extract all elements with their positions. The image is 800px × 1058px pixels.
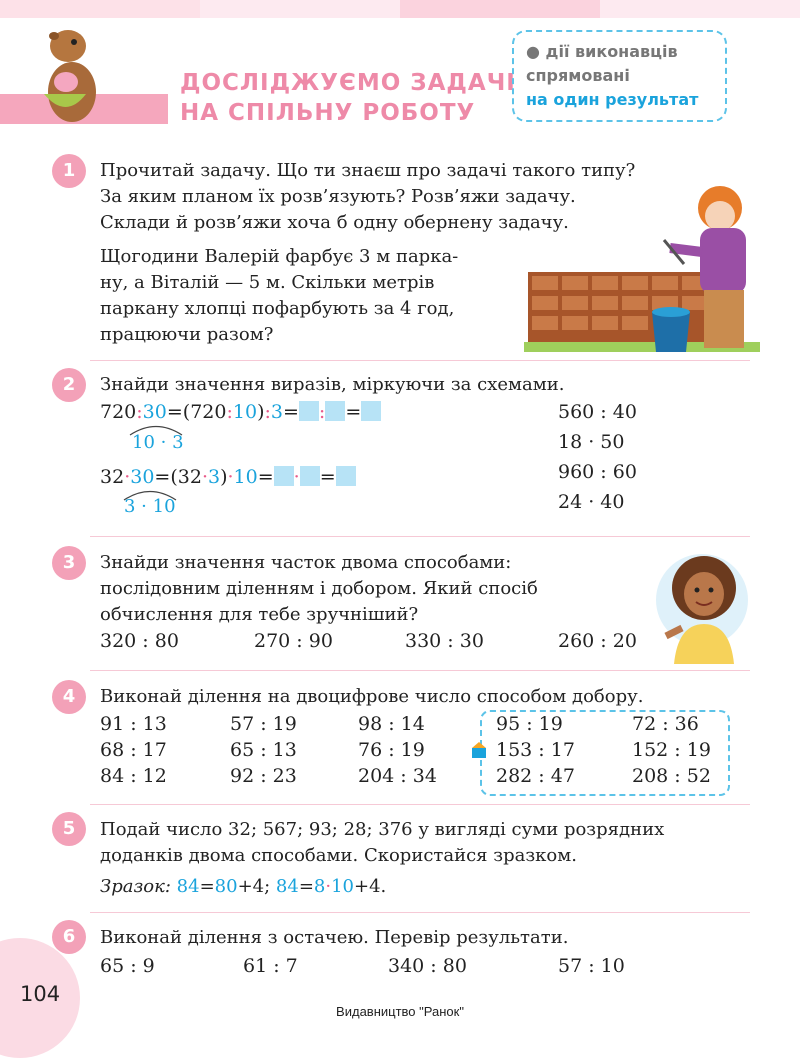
answer-box[interactable] — [325, 401, 345, 421]
task2-right-1: 560 : 40 — [558, 401, 637, 423]
boy-painting-fence-illustration — [524, 172, 760, 362]
info-note: ● дії виконавців спрямовані на один результат — [512, 30, 727, 122]
scheme-hint-1: 10 · 3 — [132, 432, 184, 453]
task4-text: Виконай ділення на двоцифрове число способом добору. — [100, 686, 644, 707]
task3-ex-1: 320 : 80 — [100, 630, 179, 652]
task5-sample: Зразок: 84=80+4; 84=8·10+4. — [100, 876, 387, 897]
task4-col4-r3: 282 : 47 — [496, 765, 575, 787]
task-number-5: 5 — [52, 812, 86, 846]
task4-col1-r2: 68 : 17 — [100, 739, 167, 761]
publisher-credit: Видавництво "Ранок" — [336, 1004, 464, 1019]
separator — [90, 536, 750, 537]
task4-col3-r2: 76 : 19 — [358, 739, 425, 761]
answer-box[interactable] — [300, 466, 320, 486]
top-bar-4 — [600, 0, 800, 18]
task4-col5-r2: 152 : 19 — [632, 739, 711, 761]
task3-ex-2: 270 : 90 — [254, 630, 333, 652]
separator — [90, 804, 750, 805]
task5-text: Подай число 32; 567; 93; 28; 376 у вигляді суми розрядних доданків двома способами. Скористайся зразком. — [100, 819, 665, 866]
task6-ex-1: 65 : 9 — [100, 955, 155, 977]
task4-col2-r3: 92 : 23 — [230, 765, 297, 787]
task2-right-3: 960 : 60 — [558, 461, 637, 483]
answer-box[interactable] — [361, 401, 381, 421]
separator — [90, 912, 750, 913]
answer-box[interactable] — [299, 401, 319, 421]
task4-col3-r1: 98 : 14 — [358, 713, 425, 735]
task2-expression-1: 720:30=(720:10):3= : = — [100, 401, 381, 423]
separator — [90, 360, 750, 361]
task-number-2: 2 — [52, 368, 86, 402]
task3-ex-3: 330 : 30 — [405, 630, 484, 652]
task-number-1: 1 — [52, 154, 86, 188]
house-marker-icon — [472, 742, 486, 758]
task1-problem: Щогодини Валерій фарбує 3 м парка- ну, а Віталій — 5 м. Скільки метрів паркану хлопці пофарбують за 4 год, працюючи разом? — [100, 246, 459, 345]
task-number-4: 4 — [52, 680, 86, 714]
task6-ex-4: 57 : 10 — [558, 955, 625, 977]
scheme-hint-2: 3 · 10 — [124, 496, 176, 517]
separator — [90, 670, 750, 671]
task6-ex-2: 61 : 7 — [243, 955, 298, 977]
capybara-mascot-icon — [36, 24, 106, 124]
page-title: ДОСЛІДЖУЄМО ЗАДАЧІ НА СПІЛЬНУ РОБОТУ — [180, 70, 516, 126]
task-number-3: 3 — [52, 546, 86, 580]
task2-expression-2: 32·30=(32·3)·10= · = — [100, 466, 356, 488]
answer-box[interactable] — [336, 466, 356, 486]
task4-col1-r3: 84 : 12 — [100, 765, 167, 787]
answer-box[interactable] — [274, 466, 294, 486]
task4-col2-r2: 65 : 13 — [230, 739, 297, 761]
task1-text: Прочитай задачу. Що ти знаєш про задачі такого типу? За яким планом їх розв’язують? Розв’яжи задачу. Склади й розв’яжи хоча б одну обернену задачу. — [100, 160, 636, 233]
task-number-6: 6 — [52, 920, 86, 954]
task6-ex-3: 340 : 80 — [388, 955, 467, 977]
task2-right-2: 18 · 50 — [558, 431, 625, 453]
task4-col1-r1: 91 : 13 — [100, 713, 167, 735]
task4-col5-r3: 208 : 52 — [632, 765, 711, 787]
page-number: 104 — [20, 982, 61, 1006]
task4-col2-r1: 57 : 19 — [230, 713, 297, 735]
task4-col4-r2: 153 : 17 — [496, 739, 575, 761]
top-bar-3 — [400, 0, 600, 18]
top-bar-1 — [0, 0, 200, 18]
task2-right-4: 24 · 40 — [558, 491, 625, 513]
girl-illustration — [652, 544, 750, 664]
task3-ex-4: 260 : 20 — [558, 630, 637, 652]
task4-col4-r1: 95 : 19 — [496, 713, 563, 735]
task3-text: Знайди значення часток двома способами: послідовним діленням і добором. Який спосіб обчислення для тебе зручніший? — [100, 552, 538, 625]
task4-col5-r1: 72 : 36 — [632, 713, 699, 735]
task4-col3-r3: 204 : 34 — [358, 765, 437, 787]
task2-text: Знайди значення виразів, міркуючи за схемами. — [100, 374, 565, 395]
top-bar-2 — [200, 0, 400, 18]
task6-text: Виконай ділення з остачею. Перевір результати. — [100, 927, 569, 948]
